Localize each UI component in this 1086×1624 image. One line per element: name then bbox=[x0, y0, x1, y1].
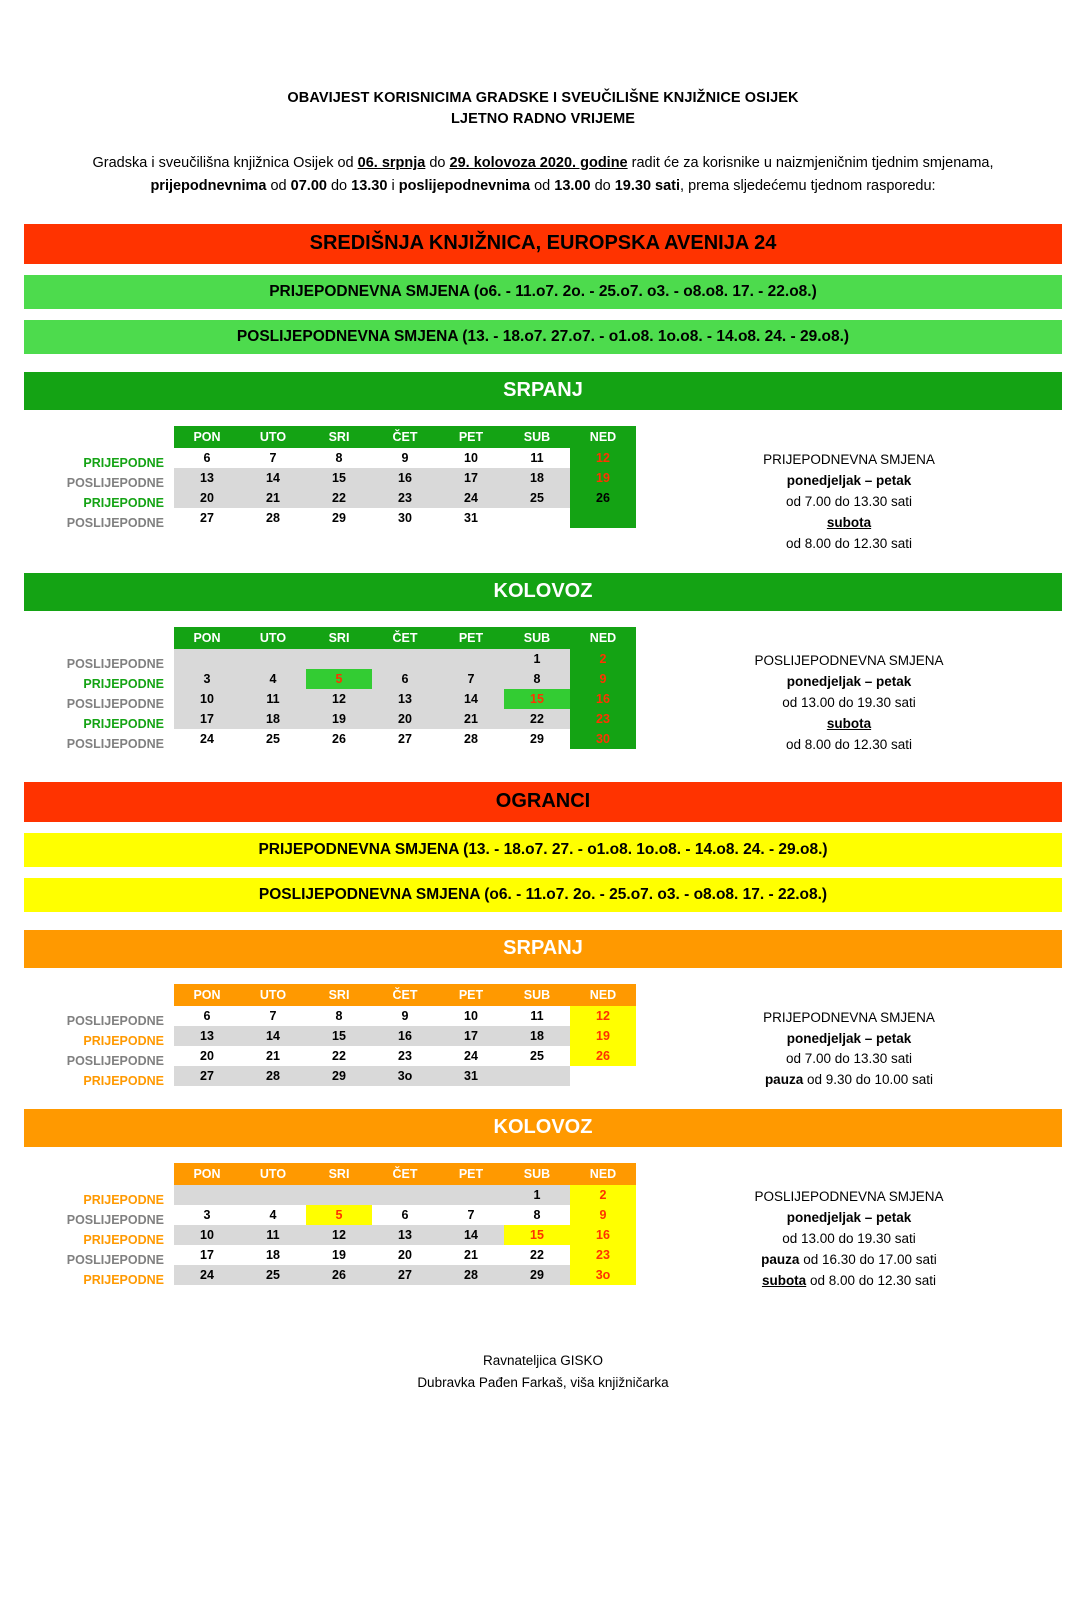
note-line: od 13.00 do 19.30 sati bbox=[782, 694, 916, 710]
central-july-row-labels bbox=[24, 426, 174, 533]
central-july-side-note bbox=[636, 426, 1062, 555]
weekday-header: UTO bbox=[240, 1163, 306, 1185]
calendar-day-cell: 14 bbox=[438, 1225, 504, 1245]
calendar-day-cell: 7 bbox=[240, 1006, 306, 1026]
calendar-day-cell: 23 bbox=[570, 1245, 636, 1265]
calendar-day-cell: 13 bbox=[372, 689, 438, 709]
weekday-header: PON bbox=[174, 1163, 240, 1185]
calendar-day-cell: 22 bbox=[306, 1046, 372, 1066]
calendar-day-cell: 26 bbox=[570, 488, 636, 508]
weekday-header: SUB bbox=[504, 627, 570, 649]
calendar-day-cell: 15 bbox=[504, 1225, 570, 1245]
calendar-day-cell: 28 bbox=[438, 729, 504, 749]
calendar-day-cell: 9 bbox=[372, 448, 438, 468]
weekday-header: SUB bbox=[504, 1163, 570, 1185]
calendar-day-cell: 12 bbox=[570, 1006, 636, 1026]
calendar-day-cell: 16 bbox=[570, 1225, 636, 1245]
weekday-header: PET bbox=[438, 1163, 504, 1185]
weekday-header: NED bbox=[570, 426, 636, 448]
calendar-day-cell: 27 bbox=[174, 508, 240, 528]
calendar-day-cell: 10 bbox=[174, 1225, 240, 1245]
calendar-day-cell: 19 bbox=[570, 1026, 636, 1046]
calendar-day-cell: 6 bbox=[372, 1205, 438, 1225]
calendar-day-cell bbox=[372, 649, 438, 669]
weekday-header: NED bbox=[570, 984, 636, 1006]
branches-august-side-note bbox=[636, 1163, 1062, 1292]
calendar-day-cell: 16 bbox=[372, 1026, 438, 1046]
weekday-header: SRI bbox=[306, 426, 372, 448]
note-line: subota bbox=[826, 715, 872, 731]
calendar-day-cell: 3o bbox=[570, 1265, 636, 1285]
calendar-day-cell: 5 bbox=[306, 669, 372, 689]
central-august-banner: KOLOVOZ bbox=[24, 573, 1062, 611]
branches-august-row-labels bbox=[24, 1163, 174, 1290]
calendar-day-cell bbox=[240, 1185, 306, 1205]
calendar-day-cell: 8 bbox=[306, 1006, 372, 1026]
branches-july-calendar bbox=[174, 984, 636, 1086]
weekday-header: SRI bbox=[306, 1163, 372, 1185]
calendar-day-cell: 3 bbox=[174, 669, 240, 689]
branches-july-side-note bbox=[636, 984, 1062, 1092]
row-label: POSLIJEPODNE bbox=[66, 1213, 164, 1228]
calendar-day-cell: 20 bbox=[372, 709, 438, 729]
note-line: od 7.00 do 13.30 sati bbox=[785, 1051, 913, 1067]
weekday-header: PET bbox=[438, 426, 504, 448]
calendar-day-cell: 17 bbox=[174, 709, 240, 729]
note-line: od 13.00 do 19.30 sati bbox=[782, 1231, 916, 1247]
calendar-day-cell: 24 bbox=[438, 488, 504, 508]
calendar-day-cell: 2 bbox=[570, 1185, 636, 1205]
intro-text-a: Gradska i sveučilišna knjižnica Osijek od bbox=[92, 155, 358, 172]
calendar-day-cell: 23 bbox=[570, 709, 636, 729]
calendar-day-cell: 11 bbox=[240, 1225, 306, 1245]
title-line-1: OBAVIJEST KORISNICIMA GRADSKE I SVEUČILIŠNE KNJIŽNICE OSIJEK bbox=[287, 90, 799, 106]
row-label: PRIJEPODNE bbox=[83, 1073, 164, 1088]
calendar-day-cell: 24 bbox=[438, 1046, 504, 1066]
calendar-day-cell: 30 bbox=[570, 729, 636, 749]
calendar-day-cell: 14 bbox=[240, 468, 306, 488]
calendar-day-cell: 6 bbox=[174, 448, 240, 468]
weekday-header-row bbox=[174, 627, 636, 649]
calendar-day-cell: 22 bbox=[504, 709, 570, 729]
table-row bbox=[174, 1185, 636, 1205]
row-label: POSLIJEPODNE bbox=[66, 697, 164, 712]
calendar-day-cell: 9 bbox=[570, 1205, 636, 1225]
intro-line-2: prijepodnevnima od 07.00 do 13.30 i poslijepodnevnima od 13.00 do 19.30 sati, prema sljedećemu tjednom rasporedu: bbox=[150, 178, 936, 195]
calendar-day-cell: 22 bbox=[504, 1245, 570, 1265]
weekday-header: ČET bbox=[372, 627, 438, 649]
table-row bbox=[174, 1006, 636, 1026]
weekday-header-row bbox=[174, 426, 636, 448]
table-row bbox=[174, 709, 636, 729]
calendar-day-cell: 9 bbox=[372, 1006, 438, 1026]
note-line: od 8.00 do 12.30 sati bbox=[785, 536, 913, 552]
note-line: od 8.00 do 12.30 sati bbox=[785, 736, 913, 752]
page-title bbox=[0, 88, 1086, 130]
table-row bbox=[174, 488, 636, 508]
weekday-header: UTO bbox=[240, 426, 306, 448]
table-row bbox=[174, 1046, 636, 1066]
note-line: ponedjeljak – petak bbox=[786, 1210, 912, 1226]
calendar-day-cell: 25 bbox=[240, 729, 306, 749]
calendar-day-cell: 27 bbox=[372, 1265, 438, 1285]
calendar-day-cell: 3 bbox=[174, 1205, 240, 1225]
weekday-header: SRI bbox=[306, 984, 372, 1006]
branches-banner: OGRANCI bbox=[24, 782, 1062, 822]
weekday-header: ČET bbox=[372, 984, 438, 1006]
branches-july-block bbox=[24, 984, 1062, 1092]
calendar-day-cell: 25 bbox=[504, 1046, 570, 1066]
calendar-day-cell: 20 bbox=[174, 488, 240, 508]
calendar-day-cell: 1 bbox=[504, 1185, 570, 1205]
calendar-day-cell: 17 bbox=[438, 468, 504, 488]
calendar-day-cell: 31 bbox=[438, 508, 504, 528]
calendar-day-cell bbox=[570, 1066, 636, 1086]
row-label: POSLIJEPODNE bbox=[66, 476, 164, 491]
calendar-day-cell: 21 bbox=[438, 1245, 504, 1265]
intro-date-start: 06. srpnja bbox=[357, 155, 426, 172]
calendar-day-cell: 16 bbox=[372, 468, 438, 488]
table-row bbox=[174, 689, 636, 709]
central-august-side-note bbox=[636, 627, 1062, 756]
calendar-day-cell: 24 bbox=[174, 1265, 240, 1285]
calendar-day-cell: 6 bbox=[174, 1006, 240, 1026]
table-row bbox=[174, 468, 636, 488]
calendar-day-cell: 12 bbox=[570, 448, 636, 468]
table-row bbox=[174, 669, 636, 689]
row-label: PRIJEPODNE bbox=[83, 456, 164, 471]
weekday-header: SUB bbox=[504, 426, 570, 448]
branches-july-banner: SRPANJ bbox=[24, 930, 1062, 968]
central-morning-shift-banner: PRIJEPODNEVNA SMJENA (o6. - 11.o7. 2o. - 25.o7. o3. - o8.o8. 17. - 22.o8.) bbox=[24, 275, 1062, 309]
branches-august-banner: KOLOVOZ bbox=[24, 1109, 1062, 1147]
calendar-day-cell: 22 bbox=[306, 488, 372, 508]
calendar-day-cell: 16 bbox=[570, 689, 636, 709]
central-afternoon-shift-banner: POSLIJEPODNEVNA SMJENA (13. - 18.o7. 27.o7. - o1.o8. 1o.o8. - 14.o8. 24. - 29.o8.) bbox=[24, 320, 1062, 354]
central-august-block bbox=[24, 627, 1062, 756]
weekday-header: NED bbox=[570, 627, 636, 649]
calendar-day-cell: 1 bbox=[504, 649, 570, 669]
intro-paragraph bbox=[52, 152, 1034, 198]
calendar-day-cell bbox=[174, 649, 240, 669]
note-line: subota bbox=[826, 515, 872, 531]
calendar-day-cell: 26 bbox=[306, 1265, 372, 1285]
calendar-day-cell: 29 bbox=[306, 508, 372, 528]
calendar-day-cell bbox=[174, 1185, 240, 1205]
calendar-day-cell bbox=[504, 508, 570, 528]
calendar-day-cell: 15 bbox=[504, 689, 570, 709]
branches-august-calendar bbox=[174, 1163, 636, 1285]
calendar-day-cell: 23 bbox=[372, 488, 438, 508]
calendar-day-cell: 2 bbox=[570, 649, 636, 669]
row-label: PRIJEPODNE bbox=[83, 1273, 164, 1288]
calendar-day-cell: 20 bbox=[174, 1046, 240, 1066]
table-row bbox=[174, 508, 636, 528]
note-line: pauza od 9.30 do 10.00 sati bbox=[764, 1072, 934, 1088]
calendar-day-cell: 19 bbox=[570, 468, 636, 488]
weekday-header-row bbox=[174, 1163, 636, 1185]
calendar-day-cell: 9 bbox=[570, 669, 636, 689]
calendar-day-cell: 21 bbox=[438, 709, 504, 729]
calendar-day-cell: 17 bbox=[174, 1245, 240, 1265]
calendar-day-cell: 6 bbox=[372, 669, 438, 689]
calendar-day-cell: 30 bbox=[372, 508, 438, 528]
table-row bbox=[174, 1265, 636, 1285]
intro-text-c: radit će za korisnike u naizmjeničnim tjednim smjenama, bbox=[627, 155, 994, 172]
calendar-day-cell: 7 bbox=[240, 448, 306, 468]
weekday-header: ČET bbox=[372, 1163, 438, 1185]
central-library-banner: SREDIŠNJA KNJIŽNICA, EUROPSKA AVENIJA 24 bbox=[24, 224, 1062, 264]
row-label: POSLIJEPODNE bbox=[66, 516, 164, 531]
table-row bbox=[174, 729, 636, 749]
note-line: subota od 8.00 do 12.30 sati bbox=[761, 1273, 937, 1288]
calendar-day-cell bbox=[306, 649, 372, 669]
note-line: ponedjeljak – petak bbox=[786, 1030, 912, 1046]
calendar-day-cell: 28 bbox=[240, 1066, 306, 1086]
row-label: POSLIJEPODNE bbox=[66, 1253, 164, 1268]
calendar-day-cell: 8 bbox=[306, 448, 372, 468]
table-row bbox=[174, 1026, 636, 1046]
calendar-day-cell: 26 bbox=[306, 729, 372, 749]
calendar-day-cell: 31 bbox=[438, 1066, 504, 1086]
calendar-day-cell: 10 bbox=[438, 448, 504, 468]
calendar-day-cell: 8 bbox=[504, 669, 570, 689]
calendar-day-cell: 21 bbox=[240, 488, 306, 508]
calendar-day-cell: 27 bbox=[174, 1066, 240, 1086]
weekday-header-row bbox=[174, 984, 636, 1006]
calendar-day-cell: 21 bbox=[240, 1046, 306, 1066]
calendar-day-cell: 13 bbox=[174, 1026, 240, 1046]
calendar-day-cell bbox=[504, 1066, 570, 1086]
weekday-header: PON bbox=[174, 426, 240, 448]
calendar-day-cell: 15 bbox=[306, 468, 372, 488]
weekday-header: PET bbox=[438, 984, 504, 1006]
table-row bbox=[174, 1066, 636, 1086]
note-line: ponedjeljak – petak bbox=[786, 673, 912, 689]
calendar-day-cell: 28 bbox=[240, 508, 306, 528]
calendar-day-cell: 13 bbox=[174, 468, 240, 488]
calendar-day-cell: 11 bbox=[504, 1006, 570, 1026]
weekday-header: PON bbox=[174, 984, 240, 1006]
note-line: od 7.00 do 13.30 sati bbox=[785, 494, 913, 510]
row-label: POSLIJEPODNE bbox=[66, 737, 164, 752]
intro-line-1 bbox=[52, 152, 1034, 175]
weekday-header: PET bbox=[438, 627, 504, 649]
calendar-day-cell: 18 bbox=[504, 1026, 570, 1046]
signature-role: Ravnateljica GISKO bbox=[482, 1352, 604, 1368]
calendar-day-cell: 3o bbox=[372, 1066, 438, 1086]
calendar-day-cell bbox=[306, 1185, 372, 1205]
calendar-day-cell: 14 bbox=[438, 689, 504, 709]
row-label: PRIJEPODNE bbox=[83, 1193, 164, 1208]
calendar-day-cell: 13 bbox=[372, 1225, 438, 1245]
note-line: PRIJEPODNEVNA SMJENA bbox=[763, 452, 935, 468]
row-label: POSLIJEPODNE bbox=[66, 1053, 164, 1068]
title-line-2: LJETNO RADNO VRIJEME bbox=[450, 111, 636, 128]
calendar-day-cell: 25 bbox=[240, 1265, 306, 1285]
weekday-header: SUB bbox=[504, 984, 570, 1006]
weekday-header: ČET bbox=[372, 426, 438, 448]
signature-name: Dubravka Pađen Farkaš, viša knjižničarka bbox=[417, 1374, 669, 1390]
table-row bbox=[174, 649, 636, 669]
central-july-banner: SRPANJ bbox=[24, 372, 1062, 410]
note-line: pauza od 16.30 do 17.00 sati bbox=[761, 1252, 937, 1268]
central-august-calendar bbox=[174, 627, 636, 749]
row-label: PRIJEPODNE bbox=[83, 1233, 164, 1248]
calendar-day-cell bbox=[438, 1185, 504, 1205]
row-label: PRIJEPODNE bbox=[83, 496, 164, 511]
calendar-day-cell: 28 bbox=[438, 1265, 504, 1285]
calendar-day-cell: 26 bbox=[570, 1046, 636, 1066]
calendar-day-cell: 12 bbox=[306, 689, 372, 709]
calendar-day-cell: 25 bbox=[504, 488, 570, 508]
calendar-day-cell: 10 bbox=[438, 1006, 504, 1026]
calendar-day-cell bbox=[372, 1185, 438, 1205]
central-july-calendar bbox=[174, 426, 636, 528]
calendar-day-cell: 15 bbox=[306, 1026, 372, 1046]
weekday-header: NED bbox=[570, 1163, 636, 1185]
row-label: POSLIJEPODNE bbox=[66, 657, 164, 672]
note-line: PRIJEPODNEVNA SMJENA bbox=[763, 1009, 935, 1025]
weekday-header: UTO bbox=[240, 627, 306, 649]
calendar-day-cell: 18 bbox=[504, 468, 570, 488]
table-row bbox=[174, 1245, 636, 1265]
table-row bbox=[174, 1205, 636, 1225]
calendar-day-cell: 5 bbox=[306, 1205, 372, 1225]
intro-date-end: 29. kolovoza 2020. godine bbox=[449, 155, 628, 172]
calendar-day-cell: 7 bbox=[438, 1205, 504, 1225]
calendar-day-cell: 4 bbox=[240, 669, 306, 689]
calendar-day-cell: 12 bbox=[306, 1225, 372, 1245]
signature-block bbox=[0, 1350, 1086, 1393]
calendar-day-cell: 29 bbox=[306, 1066, 372, 1086]
table-row bbox=[174, 1225, 636, 1245]
central-july-block bbox=[24, 426, 1062, 555]
calendar-day-cell: 29 bbox=[504, 1265, 570, 1285]
row-label: PRIJEPODNE bbox=[83, 1033, 164, 1048]
calendar-day-cell bbox=[570, 508, 636, 528]
central-august-row-labels bbox=[24, 627, 174, 754]
calendar-day-cell: 11 bbox=[240, 689, 306, 709]
calendar-day-cell: 19 bbox=[306, 1245, 372, 1265]
calendar-day-cell: 19 bbox=[306, 709, 372, 729]
calendar-day-cell: 4 bbox=[240, 1205, 306, 1225]
row-label: POSLIJEPODNE bbox=[66, 1013, 164, 1028]
branches-afternoon-shift-banner: POSLIJEPODNEVNA SMJENA (o6. - 11.o7. 2o. - 25.o7. o3. - o8.o8. 17. - 22.o8.) bbox=[24, 878, 1062, 912]
calendar-day-cell: 14 bbox=[240, 1026, 306, 1046]
calendar-day-cell: 17 bbox=[438, 1026, 504, 1046]
weekday-header: SRI bbox=[306, 627, 372, 649]
document-page bbox=[0, 88, 1086, 1393]
branches-morning-shift-banner: PRIJEPODNEVNA SMJENA (13. - 18.o7. 27. - o1.o8. 1o.o8. - 14.o8. 24. - 29.o8.) bbox=[24, 833, 1062, 867]
weekday-header: PON bbox=[174, 627, 240, 649]
calendar-day-cell: 18 bbox=[240, 709, 306, 729]
calendar-day-cell bbox=[438, 649, 504, 669]
branches-august-block bbox=[24, 1163, 1062, 1292]
branches-july-row-labels bbox=[24, 984, 174, 1091]
calendar-day-cell: 7 bbox=[438, 669, 504, 689]
calendar-day-cell bbox=[240, 649, 306, 669]
calendar-day-cell: 18 bbox=[240, 1245, 306, 1265]
table-row bbox=[174, 448, 636, 468]
row-label: PRIJEPODNE bbox=[83, 677, 164, 692]
intro-text-b: do bbox=[425, 155, 450, 172]
row-label: PRIJEPODNE bbox=[83, 717, 164, 732]
calendar-day-cell: 29 bbox=[504, 729, 570, 749]
intro-afternoon-word: poslijepodnevnima bbox=[398, 178, 531, 195]
intro-morning-word: prijepodnevnima bbox=[150, 178, 267, 195]
calendar-day-cell: 20 bbox=[372, 1245, 438, 1265]
calendar-day-cell: 23 bbox=[372, 1046, 438, 1066]
calendar-day-cell: 8 bbox=[504, 1205, 570, 1225]
calendar-day-cell: 11 bbox=[504, 448, 570, 468]
calendar-day-cell: 24 bbox=[174, 729, 240, 749]
calendar-day-cell: 27 bbox=[372, 729, 438, 749]
weekday-header: UTO bbox=[240, 984, 306, 1006]
note-line: POSLIJEPODNEVNA SMJENA bbox=[754, 653, 944, 669]
note-line: ponedjeljak – petak bbox=[786, 473, 912, 489]
note-line: POSLIJEPODNEVNA SMJENA bbox=[754, 1189, 944, 1205]
calendar-day-cell: 10 bbox=[174, 689, 240, 709]
